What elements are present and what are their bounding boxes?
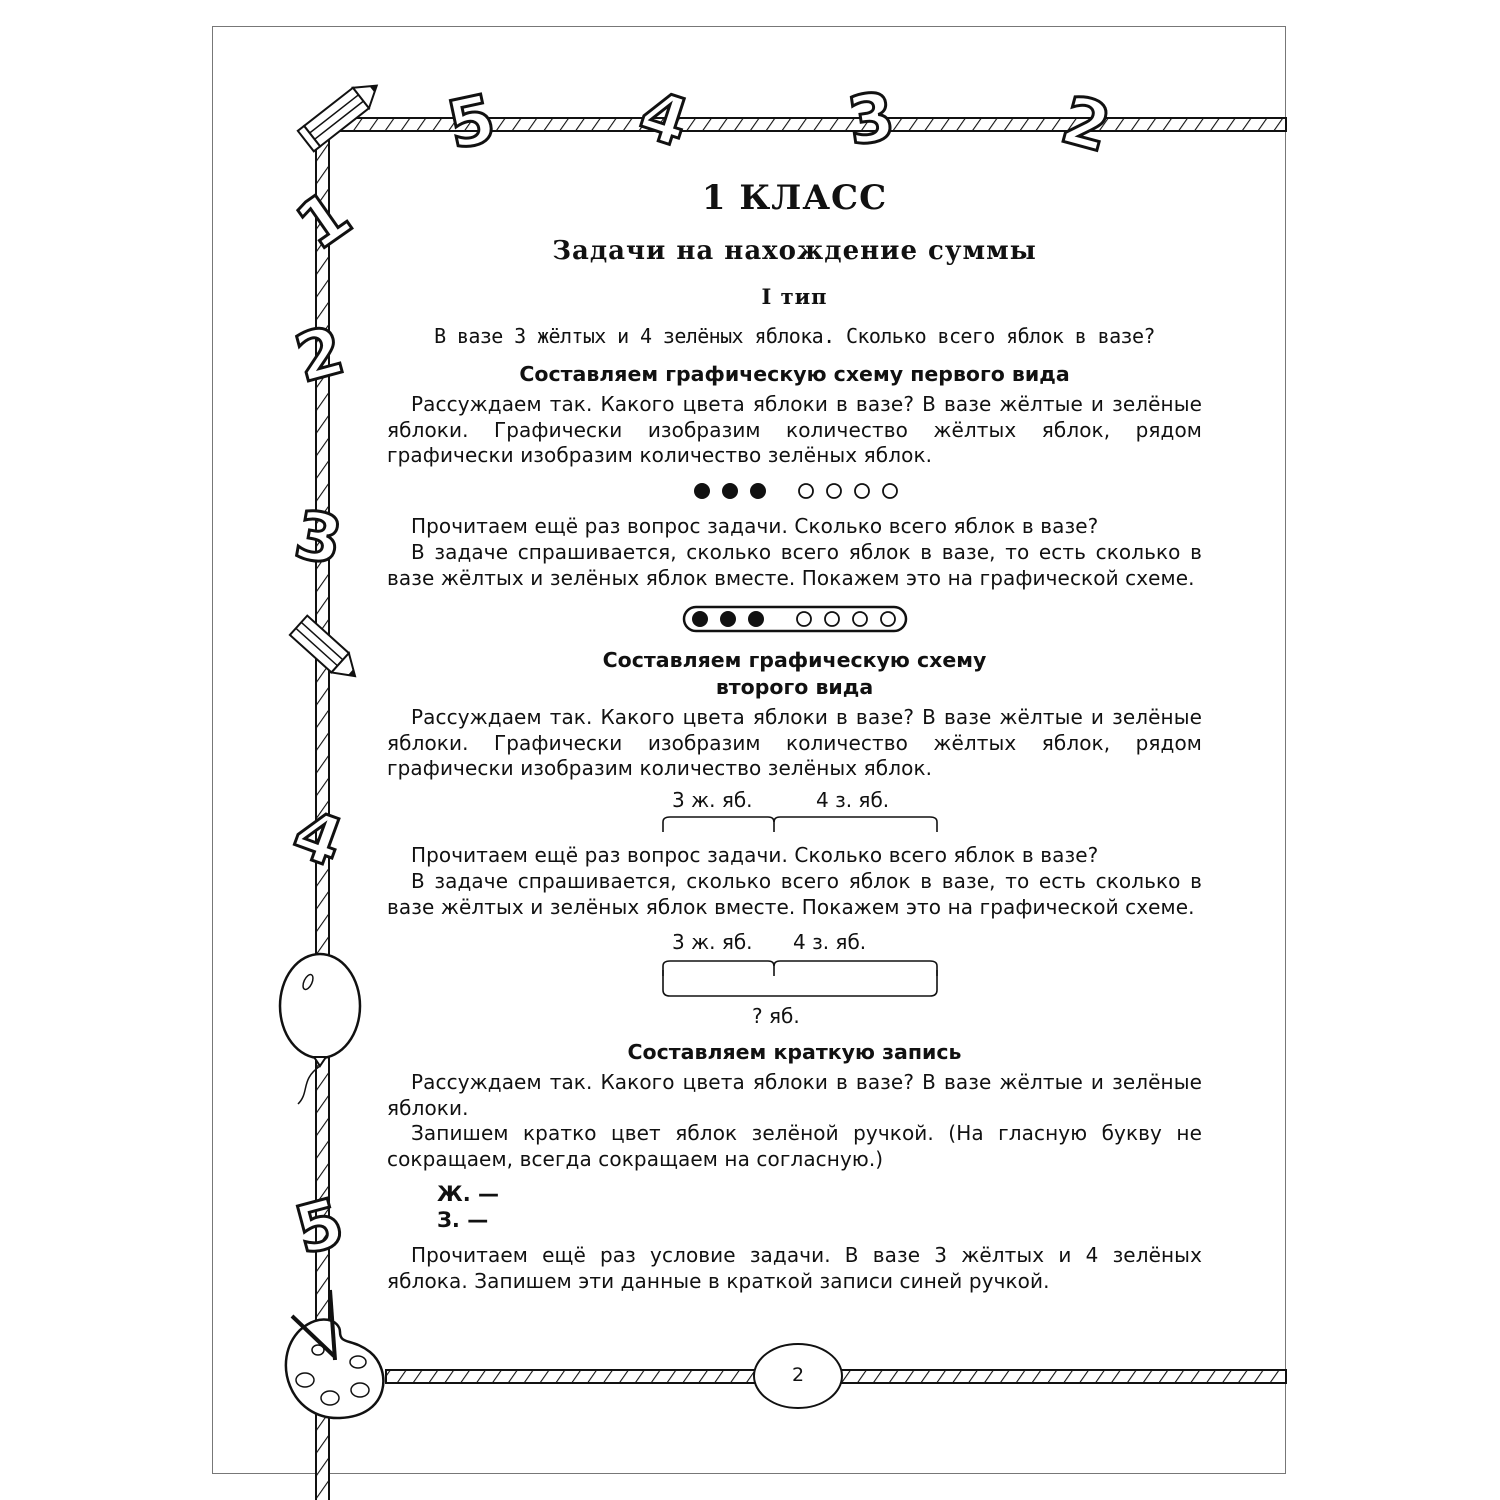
decor-number: 4	[630, 75, 698, 163]
section2-heading-2: второго вида	[715, 675, 874, 699]
decor-number: 3	[843, 77, 900, 161]
segment-scheme-total	[660, 956, 942, 1002]
section2-explanation: В задаче спрашивается, сколько всего яблок в вазе, то есть сколько в вазе жёлтых и зелёных яблок вместе. Покажем это на графической схеме.	[387, 869, 1202, 919]
section2-heading: Составляем графическую схему	[602, 648, 987, 672]
segment-label-green: 4 з. яб.	[816, 788, 890, 812]
dot-filled	[720, 611, 736, 627]
pencil-icon	[298, 75, 385, 151]
section1-question: Прочитаем ещё раз вопрос задачи. Сколько всего яблок в вазе?	[411, 514, 1099, 538]
dot-filled	[692, 611, 708, 627]
section2-question: Прочитаем ещё раз вопрос задачи. Сколько всего яблок в вазе?	[411, 843, 1099, 867]
section3-paragraph-2: Запишем кратко цвет яблок зелёной ручкой. (На гласную букву не сокращаем, всегда сокращаем на согласную.)	[387, 1121, 1202, 1171]
decor-number: 5	[287, 1183, 352, 1270]
section3-heading: Составляем краткую запись	[627, 1040, 962, 1064]
decor-number: 4	[283, 794, 353, 883]
dot-filled	[722, 483, 738, 499]
segment-label-total: ? яб.	[752, 1004, 800, 1028]
dot-empty	[797, 612, 811, 626]
type-heading: I тип	[761, 284, 828, 309]
page-subtitle: Задачи на нахождение суммы	[552, 236, 1037, 266]
segment-scheme	[660, 812, 942, 836]
decor-number: 1	[282, 175, 365, 266]
decor-number: 2	[287, 311, 352, 398]
dot-empty	[799, 484, 813, 498]
dot-filled	[694, 483, 710, 499]
dots-scheme-encircled	[682, 604, 910, 634]
problem-statement: В вазе 3 жёлтых и 4 зелёных яблока. Сколько всего яблок в вазе?	[434, 324, 1155, 348]
dot-filled	[750, 483, 766, 499]
page-number: 2	[791, 1364, 805, 1386]
dots-scheme	[690, 480, 910, 502]
dot-empty	[881, 612, 895, 626]
decor-number: 2	[1053, 81, 1119, 168]
bottom-rope-right	[840, 1370, 1286, 1383]
segment-label-yellow: 3 ж. яб.	[672, 788, 753, 812]
dot-empty	[855, 484, 869, 498]
decor-number: 3	[289, 496, 348, 580]
section1-heading: Составляем графическую схему первого вида	[519, 362, 1070, 386]
dot-empty	[883, 484, 897, 498]
section3-paragraph-1: Рассуждаем так. Какого цвета яблоки в вазе? В вазе жёлтые и зелёные яблоки.	[387, 1070, 1202, 1120]
segment-label-yellow: 3 ж. яб.	[672, 930, 753, 954]
dot-empty	[827, 484, 841, 498]
page-title: 1 КЛАСС	[701, 178, 888, 218]
section1-paragraph: Рассуждаем так. Какого цвета яблоки в вазе? В вазе жёлтые и зелёные яблоки. Графически изобразим количество жёлтых яблок, рядом графически изобразим количество зелёных яблок.	[387, 392, 1202, 467]
dot-empty	[853, 612, 867, 626]
section2-paragraph: Рассуждаем так. Какого цвета яблоки в вазе? В вазе жёлтые и зелёные яблоки. Графически изобразим количество жёлтых яблок, рядом графически изобразим количество зелёных яблок.	[387, 705, 1202, 780]
palette-icon	[286, 1290, 383, 1418]
segment-label-green: 4 з. яб.	[793, 930, 867, 954]
dot-empty	[825, 612, 839, 626]
short-record-line-1: Ж. —	[437, 1182, 499, 1206]
short-record-line-2: З. —	[437, 1208, 489, 1232]
section3-paragraph-3: Прочитаем ещё раз условие задачи. В вазе 3 жёлтых и 4 зелёных яблока. Запишем эти данные в краткой записи синей ручкой.	[387, 1243, 1202, 1293]
dot-filled	[748, 611, 764, 627]
decor-number: 5	[440, 79, 502, 165]
bottom-rope-left	[386, 1370, 756, 1383]
section1-explanation: В задаче спрашивается, сколько всего яблок в вазе, то есть сколько в вазе жёлтых и зелёных яблок вместе. Покажем это на графической схеме.	[387, 540, 1202, 590]
